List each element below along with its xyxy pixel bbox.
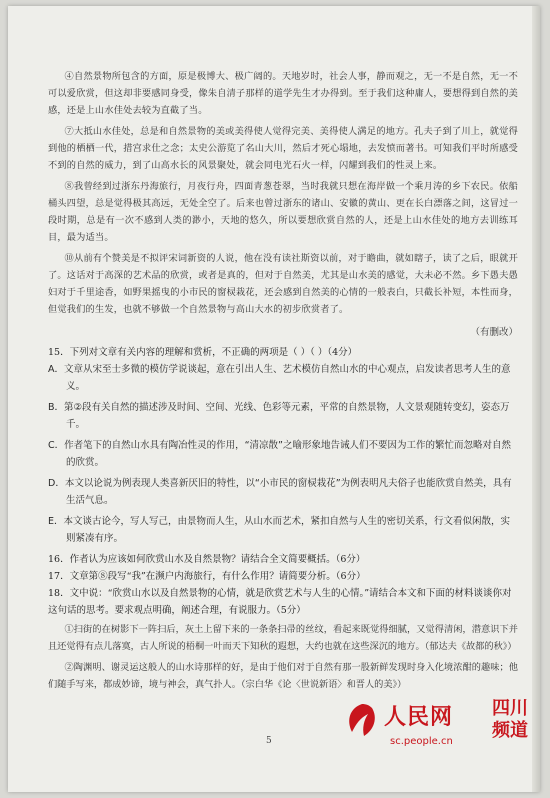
question-15-option-e: E．本文谈古论今，写人写己，由景物而人生，从山水而艺术，紧扣自然与人生的密切关系，行文看似闲散，实则紧凑有序。: [48, 516, 511, 544]
question-18-material-1: ①扫街的在树影下一阵扫后，灰土上留下来的一条条扫帚的丝纹，看起来既觉得细腻，又觉得清闲，潜意识下并且还觉得有点儿落寞，古人所说的梧桐一叶而天下知秋的遐想，大约也就在这些深沉的地方。（郁达夫《故都的秋》）: [48, 624, 518, 652]
logo-brand: 人民网: [384, 705, 454, 730]
watermark-logo: [342, 696, 540, 768]
question-15-option-b: B．第②段有关自然的描述涉及时间、空间、光线、色彩等元素，平常的自然景物，人文景观随转变幻，姿态万千。: [48, 402, 510, 430]
page-edge-shadow: [532, 6, 540, 792]
exam-page: [8, 6, 540, 792]
passage-paragraph-4: ⑩从前有个赞美是不拟评宋词新资的人说，他在没有读社斯资以前，对于瞻曲，就如瞎子，读了之后，眼就开了。这话对于高深的艺术品的欣赏，或者是真的，但对于自然美，尤其是山水美的感觉，大未必不然。乡下愚夫愚妇对于千里途香，如野果摇曳的小市民的窗棂栽花，还会感到自然美的心情的一般表白，只截长补短，本性而身，但觉我们的生发，也就不够做一个自然景物与高山大水的初步欣赏者了。: [48, 253, 518, 315]
question-18-material-2: ②陶渊明、谢灵运这般人的山水诗那样的好，是由于他们对于自然有那一股新鲜发现时身入化境浓酣的趣味；他们随手写来，都成妙谛，境与神会，真气扑人。（宗白华《论〈世说新语〉和晋人的美》）: [48, 662, 518, 690]
question-15-option-d: D．本文以论说为例表现人类喜新厌旧的特性，以“小市民的窗棂栽花”为例表明凡夫俗子也能欣赏自然美，具有生活气息。: [48, 478, 512, 506]
page-content: [48, 68, 518, 697]
question-17: 17．文章第⑧段写“我”在濒户内海旅行，有什么作用？请简要分析。（6分）: [48, 571, 366, 582]
question-18-stem: 18．文中说：“欣赏山水以及自然景物的心情，就是欣赏艺术与人生的心情。”请结合本文和下面的材料谈谈你对这句话的思考。要求观点明确，阐述合理，有说服力。（5分）: [48, 588, 512, 616]
question-15-option-c: C．作者笔下的自然山水具有陶冶性灵的作用，“清凉散”之喻形象地告诫人们不要因为工作的繁忙而忽略对自然的欣赏。: [48, 440, 511, 468]
page-number: 5: [266, 736, 272, 746]
question-15-option-a: A．文章从宋至士多微的模仿学说谈起，意在引出人生、艺术模仿自然山水的中心观点，启发读者思考人生的意义。: [48, 364, 511, 392]
passage-paragraph-1: ④自然景物所包含的方面，原是极博大、极广阔的。天地岁时，社会人事，静而观之，无一不是自然，无一不可以爱欣赏，但这却非要感同身受，像朱自清子那样的道学先生才办得到。至于我们这种庸人，要想得到自然的美感，还是上山水佳处去较为直截了当。: [48, 71, 518, 116]
people-logo-icon: [342, 700, 382, 740]
question-16: 16．作者认为应该如何欣赏山水及自然景物？请结合全文简要概括。（6分）: [48, 554, 366, 565]
logo-region: 四川频道: [492, 698, 528, 741]
passage-paragraph-3: ⑧我曾经到过浙东丹海旅行，月夜行舟，四面青葱苍翠，当时我就只想在海岸做一个乘月涛的乡下农民。依船桶头四望，总是觉得极其高远，无处全空了。后来也曾过浙东的诸山、安徽的黄山、更在长白漂落之间，这冒过一段时期，总是有一次不感到人类的渺小，天地的悠久，所以要想欣赏自然的人，还是上山水佳处的地方去训练耳目，最为适当。: [48, 181, 518, 243]
logo-url: sc.people.cn: [390, 736, 453, 747]
passage-paragraph-2: ⑦大抵山水佳处，总是和自然景物的美或美得使人觉得完美、美得使人满足的地方。孔夫子到了川上，就觉得到他的栖栖一代，措宫求仕之念；太史公游览了名山大川，然后才死心塌地，去发愤而著书。可知我们平时所感受不到的自然的威力，到了山高水长的风景聚处，就会同电光石火一样，闪耀到我们的性灵上来。: [48, 126, 518, 171]
question-15-stem: 15．下列对文章有关内容的理解和赏析，不正确的两项是（ ）（ ）（4分）: [48, 347, 358, 358]
source-note: （有删改）: [470, 327, 518, 338]
